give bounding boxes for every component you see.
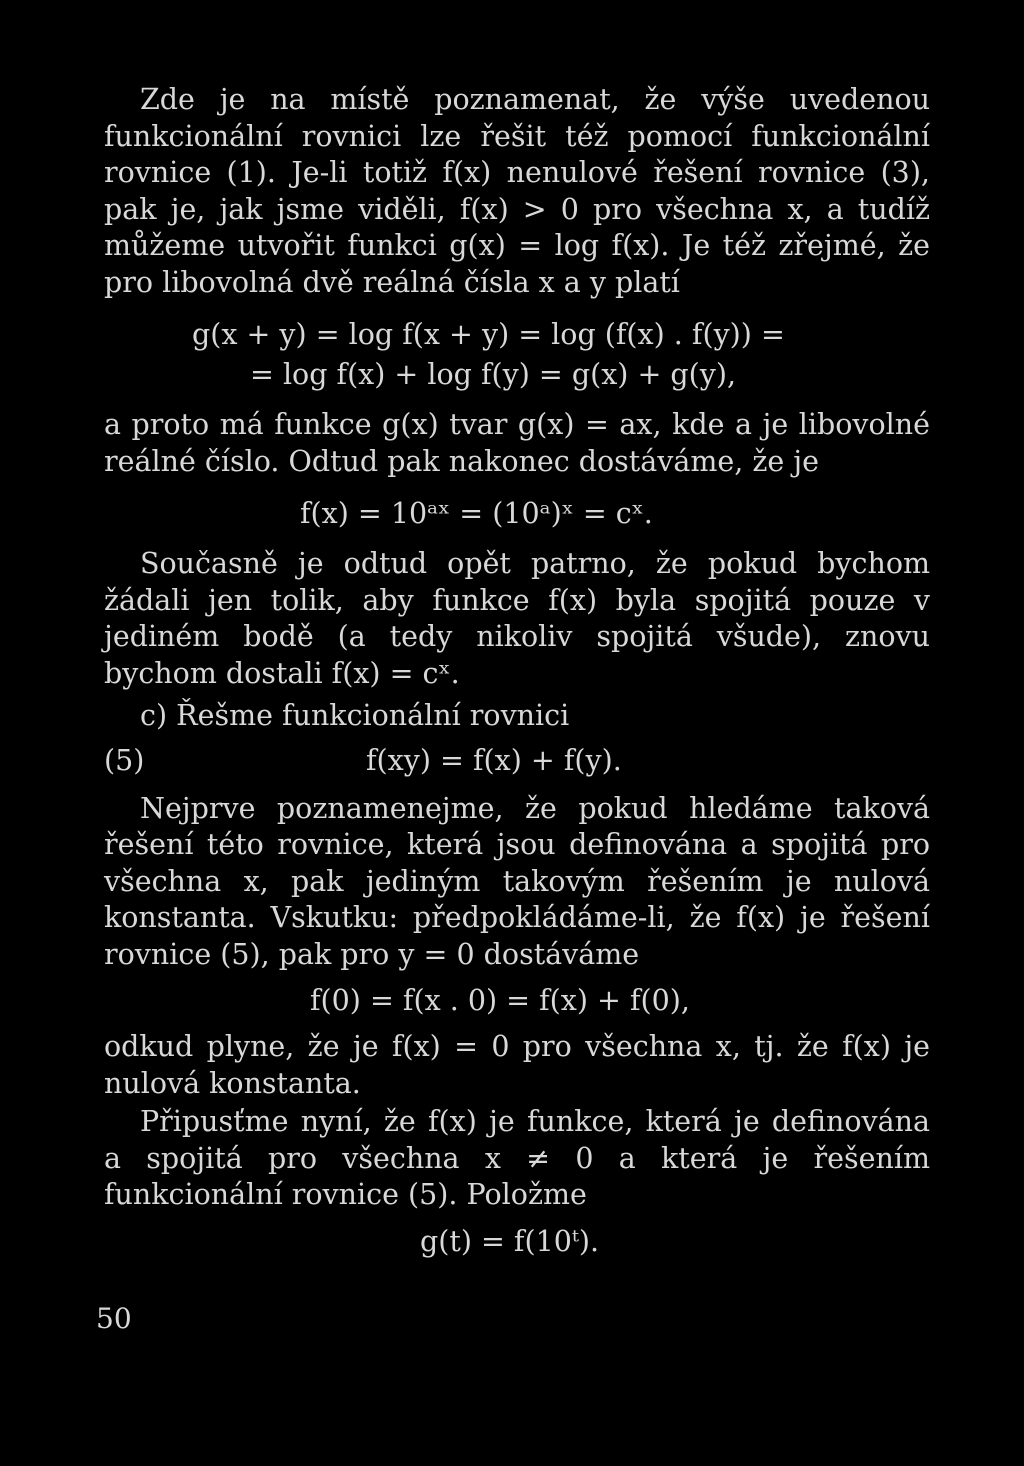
page-body xyxy=(104,82,930,1262)
equation-2: f(x) = 10ᵃˣ = (10ᵃ)ˣ = cˣ. xyxy=(300,497,653,530)
equation-4: f(0) = f(x . 0) = f(x) + f(0), xyxy=(310,984,690,1017)
equation-1-line-1: g(x + y) = log f(x + y) = log (f(x) . f(y)) = xyxy=(192,318,785,351)
equation-5: g(t) = f(10ᵗ). xyxy=(420,1224,600,1258)
paragraph-conclusion: a proto má funkce g(x) tvar g(x) = ax, kde a je libovolné reálné číslo. Odtud pak nakonec dostáváme, že je xyxy=(104,408,930,478)
equation-3-row xyxy=(104,741,930,781)
paragraph-assumption: Připusťme nyní, že f(x) je funkce, která je definována a spojitá pro všechna x ≠ 0 a která je řešením funkcionální rovnice (5). Položme xyxy=(104,1105,930,1211)
equation-1-line-2: = log f(x) + log f(y) = g(x) + g(y), xyxy=(250,358,737,391)
paragraph-first-note: Nejprve poznamenejme, že pokud hledáme taková řešení této rovnice, která jsou definována a spojitá pro všechna x, pak jediným takovým řešením je nulová konstanta. Vskutku: předpokládáme-li, že f(x) je řešení rovnice (5), pak pro y = 0 dostáváme xyxy=(104,791,930,971)
paragraph-intro: Zde je na místě poznamenat, že výše uvedenou funkcionální rovnici lze řešit též pomocí funkcionální rovnice (1). Je-li totiž f(x) nenulové řešení rovnice (3), pak je, jak jsme viděli, f(x) > 0 pro všechna x, a tudíž můžeme utvořit funkci g(x) = log f(x). Je též zřejmé, že pro libovolná dvě reálná čísla x a y platí xyxy=(104,83,930,299)
equation-number: (5) xyxy=(104,743,145,777)
paragraph-continuity: Současně je odtud opět patrno, že pokud bychom žádali jen tolik, aby funkce f(x) byla spojitá pouze v jediném bodě (a tedy nikoliv spojitá všude), znovu bychom dostali f(x) = cˣ. xyxy=(104,547,930,690)
paragraph-zero-constant: odkud plyne, že je f(x) = 0 pro všechna x, tj. že f(x) je nulová konstanta. xyxy=(104,1030,930,1100)
equation-3: f(xy) = f(x) + f(y). xyxy=(366,743,622,777)
page-number: 50 xyxy=(96,1302,132,1335)
section-heading-c: c) Řešme funkcionální rovnici xyxy=(140,699,570,732)
